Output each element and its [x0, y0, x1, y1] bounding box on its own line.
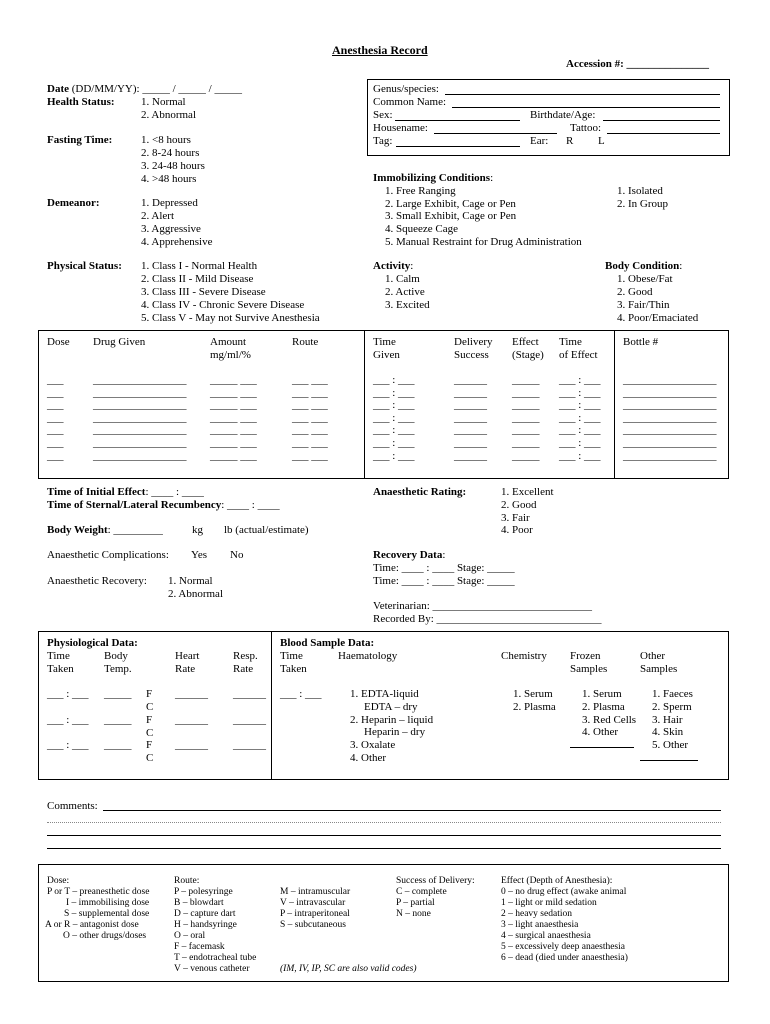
birthdate-input[interactable]	[603, 120, 720, 121]
physio-temp-header: Body	[104, 650, 128, 662]
row-route[interactable]: ___ ___	[292, 411, 328, 424]
date-format: (DD/MM/YY): _____ / _____ / _____	[69, 83, 242, 95]
physio-resp-input[interactable]: ______	[233, 714, 266, 726]
physio-label: Physiological Data:	[47, 637, 138, 649]
sex-label: Sex:	[373, 109, 393, 121]
physical-status-option[interactable]: 3. Class III - Severe Disease	[141, 286, 266, 298]
comments-label: Comments:	[47, 800, 98, 812]
body-weight-blank: : _________	[107, 524, 163, 536]
legend-route-item: V – venous catheter	[174, 964, 250, 974]
physio-time-header: Time	[47, 650, 70, 662]
legend-effect-item: 2 – heavy sedation	[501, 909, 572, 919]
recorded-by-field[interactable]: Recorded By: ______________________________	[373, 613, 602, 625]
other-option[interactable]: 1. Faeces	[652, 688, 693, 700]
row-bottle[interactable]: _________________	[623, 386, 717, 399]
tag-input[interactable]	[396, 146, 520, 147]
tattoo-label: Tattoo:	[570, 122, 602, 134]
comments-line[interactable]	[47, 822, 721, 823]
row-effect[interactable]: _____	[512, 411, 540, 424]
frozen-other-input[interactable]	[570, 747, 634, 748]
genus-input[interactable]	[445, 94, 720, 95]
physio-heart-input[interactable]: ______	[175, 714, 208, 726]
row-delivery[interactable]: ______	[454, 424, 487, 437]
legend-route-item: P – intraperitoneal	[280, 909, 350, 919]
blood-time-input[interactable]: ___ : ___	[280, 688, 322, 700]
legend-route-item: D – capture dart	[174, 909, 236, 919]
physio-resp-header-2: Rate	[233, 663, 254, 675]
date-label: Date	[47, 83, 69, 95]
row-time-given[interactable]: ___ : ___	[373, 386, 415, 399]
legend-success-item: P – partial	[396, 898, 435, 908]
row-dose[interactable]: ___	[47, 449, 64, 462]
legend-dose-item: I – immobilising dose	[66, 898, 150, 908]
fasting-option[interactable]: 1. <8 hours	[141, 134, 191, 146]
accession-field[interactable]: Accession #: _______________	[566, 58, 709, 70]
row-route[interactable]: ___ ___	[292, 437, 328, 449]
col-amount-header: Amount	[210, 336, 247, 348]
rating-option[interactable]: 1. Excellent	[501, 486, 554, 498]
immobilizing-colon: :	[490, 172, 494, 184]
ear-left-option[interactable]: L	[598, 135, 605, 147]
frozen-option[interactable]: 4. Other	[582, 726, 619, 738]
recovery-option[interactable]: 2. Abnormal	[168, 588, 223, 600]
legend-route-item: V – intravascular	[280, 898, 346, 908]
row-route[interactable]: ___ ___	[292, 386, 328, 399]
row-effect[interactable]: _____	[512, 449, 540, 462]
row-amount[interactable]: _____ ___	[210, 449, 257, 462]
physio-time-header-2: Taken	[47, 663, 74, 675]
row-drug[interactable]: _________________	[93, 424, 187, 437]
row-time-given[interactable]: ___ : ___	[373, 449, 415, 462]
row-drug[interactable]: _________________	[93, 386, 187, 399]
physio-resp-header: Resp.	[233, 650, 258, 662]
row-dose[interactable]: ___	[47, 374, 64, 386]
legend-effect-title: Effect (Depth of Anesthesia):	[501, 876, 613, 886]
col-dose-header: Dose	[47, 336, 70, 348]
col-time-header-2: Given	[373, 349, 400, 361]
legend-success-title: Success of Delivery:	[396, 876, 475, 886]
complications-label: Anaesthetic Complications:	[47, 549, 169, 561]
sternal-label: Time of Sternal/Lateral Recumbency	[47, 499, 222, 511]
recovery-option[interactable]: 1. Normal	[168, 575, 213, 587]
other-option[interactable]: 3. Hair	[652, 714, 683, 726]
body-condition-heading	[605, 260, 682, 273]
physio-heart-header: Heart	[175, 650, 200, 662]
col-delivery-header: Delivery	[454, 336, 493, 348]
col-time-effect-header: Time	[559, 336, 582, 348]
row-bottle[interactable]: _________________	[623, 411, 717, 424]
col-time-effect-header-2: of Effect	[559, 349, 598, 361]
physio-temp-header-2: Temp.	[104, 663, 132, 675]
col-amount-unit: mg/ml/%	[210, 349, 251, 361]
body-weight-label: Body Weight	[47, 524, 108, 536]
physio-resp-input[interactable]: ______	[233, 688, 266, 700]
activity-colon: :	[410, 260, 414, 272]
body-condition-option[interactable]: 2. Good	[617, 286, 653, 298]
comments-line[interactable]	[47, 848, 721, 849]
row-dose[interactable]: ___	[47, 399, 64, 412]
physio-temp-input[interactable]: _____	[104, 739, 132, 751]
legend-success-item: N – none	[396, 909, 431, 919]
haem-option[interactable]: 4. Other	[350, 752, 387, 764]
legend-route-item: B – blowdart	[174, 898, 224, 908]
legend-dose-item: P or T – preanesthetic dose	[47, 887, 150, 897]
recovery-time-stage[interactable]: Time: ____ : ____ Stage: _____	[373, 562, 515, 574]
demeanor-option[interactable]: 3. Aggressive	[141, 223, 201, 235]
row-time-effect[interactable]: ___ : ___	[559, 386, 601, 399]
immobilizing-option[interactable]: 3. Small Exhibit, Cage or Pen	[385, 210, 517, 222]
row-amount[interactable]: _____ ___	[210, 374, 257, 386]
recovery-time-stage[interactable]: Time: ____ : ____ Stage: _____	[373, 575, 515, 587]
health-status-label: Health Status:	[47, 96, 115, 108]
col-delivery-header-2: Success	[454, 349, 489, 361]
group-option[interactable]: 1. Isolated	[617, 185, 663, 197]
activity-option[interactable]: 3. Excited	[385, 299, 430, 311]
body-condition-option[interactable]: 4. Poor/Emaciated	[617, 312, 699, 324]
legend-route-item: S – subcutaneous	[280, 920, 346, 930]
immobilizing-option[interactable]: 1. Free Ranging	[385, 185, 456, 197]
haem-option[interactable]: 3. Oxalate	[350, 739, 396, 751]
immobilizing-option[interactable]: 4. Squeeze Cage	[385, 223, 458, 235]
chem-option[interactable]: 1. Serum	[513, 688, 553, 700]
row-time-effect[interactable]: ___ : ___	[559, 411, 601, 424]
physio-temp-input[interactable]: _____	[104, 714, 132, 726]
row-time-given[interactable]: ___ : ___	[373, 374, 415, 386]
physio-heart-header-2: Rate	[175, 663, 196, 675]
recovery-data-heading	[373, 549, 445, 562]
physical-status-option[interactable]: 1. Class I - Normal Health	[141, 260, 258, 272]
housename-label: Housename:	[373, 122, 428, 134]
drug-table-divider	[614, 330, 615, 478]
row-route[interactable]: ___ ___	[292, 399, 328, 412]
demeanor-option[interactable]: 2. Alert	[141, 210, 174, 222]
legend-route-item: F – facemask	[174, 942, 225, 952]
immobilizing-option[interactable]: 5. Manual Restraint for Drug Administration	[385, 236, 582, 248]
ear-label: Ear:	[530, 135, 549, 147]
row-time-effect[interactable]: ___ : ___	[559, 437, 601, 449]
blood-frozen-header-2: Samples	[570, 663, 608, 675]
drug-table-divider	[364, 330, 365, 478]
demeanor-option[interactable]: 1. Depressed	[141, 197, 198, 209]
row-time-effect[interactable]: ___ : ___	[559, 449, 601, 462]
group-option[interactable]: 2. In Group	[617, 198, 669, 210]
physio-unit-f[interactable]: F	[146, 739, 153, 751]
row-amount[interactable]: _____ ___	[210, 411, 257, 424]
body-weight-field[interactable]	[47, 524, 163, 537]
legend-route-item: P – polesyringe	[174, 887, 233, 897]
physio-unit-f[interactable]: F	[146, 714, 153, 726]
rating-option[interactable]: 4. Poor	[501, 524, 533, 536]
physio-time-input[interactable]: ___ : ___	[47, 739, 89, 751]
activity-heading	[373, 260, 413, 273]
rating-label: Anaesthetic Rating:	[373, 486, 467, 498]
frozen-option[interactable]: 2. Plasma	[582, 701, 625, 713]
col-time-header: Time	[373, 336, 396, 348]
veterinarian-field[interactable]: Veterinarian: _____________________________	[373, 600, 593, 612]
row-time-given[interactable]: ___ : ___	[373, 424, 415, 437]
frozen-option[interactable]: 1. Serum	[582, 688, 622, 700]
physical-status-label: Physical Status:	[47, 260, 122, 272]
legend-effect-item: 0 – no drug effect (awake animal	[501, 887, 627, 897]
common-name-label: Common Name:	[373, 96, 447, 108]
rating-option[interactable]: 2. Good	[501, 499, 537, 511]
row-time-given[interactable]: ___ : ___	[373, 411, 415, 424]
immobilizing-option[interactable]: 2. Large Exhibit, Cage or Pen	[385, 198, 516, 210]
row-bottle[interactable]: _________________	[623, 449, 717, 462]
row-delivery[interactable]: ______	[454, 449, 487, 462]
legend-dose-title: Dose:	[47, 876, 70, 886]
body-condition-option[interactable]: 3. Fair/Thin	[617, 299, 670, 311]
common-name-input[interactable]	[452, 107, 720, 108]
row-delivery[interactable]: ______	[454, 386, 487, 399]
body-condition-option[interactable]: 1. Obese/Fat	[617, 273, 673, 285]
blood-other-header: Other	[640, 650, 666, 662]
legend-effect-item: 4 – surgical anaesthesia	[501, 931, 591, 941]
initial-effect-field[interactable]	[47, 486, 204, 499]
physio-time-input[interactable]: ___ : ___	[47, 714, 89, 726]
row-time-effect[interactable]: ___ : ___	[559, 399, 601, 412]
physical-status-option[interactable]: 5. Class V - May not Survive Anesthesia	[141, 312, 320, 324]
page-title: Anesthesia Record	[332, 43, 428, 57]
complications-no[interactable]: No	[230, 549, 244, 561]
physio-time-input[interactable]: ___ : ___	[47, 688, 89, 700]
fasting-option[interactable]: 3. 24-48 hours	[141, 160, 205, 172]
initial-effect-blank: : ____ : ____	[145, 486, 204, 498]
legend-route-item: T – endotracheal tube	[174, 953, 257, 963]
immobilizing-label: Immobilizing Conditions	[373, 172, 491, 184]
col-drug-header: Drug Given	[93, 336, 146, 348]
tag-label: Tag:	[373, 135, 393, 147]
other-option[interactable]: 2. Sperm	[652, 701, 692, 713]
col-effect-header: Effect	[512, 336, 539, 348]
tattoo-input[interactable]	[607, 133, 720, 134]
col-effect-header-2: (Stage)	[512, 349, 544, 361]
row-time-effect[interactable]: ___ : ___	[559, 374, 601, 386]
other-option[interactable]: 4. Skin	[652, 726, 684, 738]
row-drug[interactable]: _________________	[93, 399, 187, 412]
row-route[interactable]: ___ ___	[292, 374, 328, 386]
row-time-given[interactable]: ___ : ___	[373, 399, 415, 412]
recovery-data-label: Recovery Data	[373, 549, 443, 561]
row-drug[interactable]: _________________	[93, 449, 187, 462]
row-effect[interactable]: _____	[512, 424, 540, 437]
row-dose[interactable]: ___	[47, 437, 64, 449]
physical-status-option[interactable]: 4. Class IV - Chronic Severe Disease	[141, 299, 305, 311]
health-status-option[interactable]: 1. Normal	[141, 96, 186, 108]
row-delivery[interactable]: ______	[454, 437, 487, 449]
blood-label: Blood Sample Data:	[280, 637, 375, 649]
row-time-effect[interactable]: ___ : ___	[559, 424, 601, 437]
haem-option[interactable]: 2. Heparin – liquid	[350, 714, 434, 726]
frozen-option[interactable]: 3. Red Cells	[582, 714, 637, 726]
birthdate-label: Birthdate/Age:	[530, 109, 596, 121]
legend-effect-item: 3 – light anaesthesia	[501, 920, 579, 930]
row-delivery[interactable]: ______	[454, 411, 487, 424]
row-route[interactable]: ___ ___	[292, 424, 328, 437]
legend-dose-item: S – supplemental dose	[64, 909, 150, 919]
health-status-option[interactable]: 2. Abnormal	[141, 109, 196, 121]
row-dose[interactable]: ___	[47, 411, 64, 424]
haem-option[interactable]: Heparin – dry	[364, 726, 426, 738]
row-bottle[interactable]: _________________	[623, 437, 717, 449]
chem-option[interactable]: 2. Plasma	[513, 701, 556, 713]
row-bottle[interactable]: _________________	[623, 424, 717, 437]
row-drug[interactable]: _________________	[93, 411, 187, 424]
legend-codes-note: (IM, IV, IP, SC are also valid codes)	[280, 964, 417, 974]
haem-option[interactable]: 1. EDTA-liquid	[350, 688, 419, 700]
row-delivery[interactable]: ______	[454, 374, 487, 386]
row-effect[interactable]: _____	[512, 437, 540, 449]
physio-unit-c[interactable]: C	[146, 727, 154, 739]
row-bottle[interactable]: _________________	[623, 374, 717, 386]
legend-effect-item: 6 – dead (died under anaesthesia)	[501, 953, 628, 963]
demeanor-option[interactable]: 4. Apprehensive	[141, 236, 213, 248]
ear-right-option[interactable]: R	[566, 135, 574, 147]
physio-heart-input[interactable]: ______	[175, 739, 208, 751]
body-condition-colon: :	[679, 260, 683, 272]
legend-route-title: Route:	[174, 876, 200, 886]
row-drug[interactable]: _________________	[93, 374, 187, 386]
physio-unit-c[interactable]: C	[146, 752, 154, 764]
recovery-data-colon: :	[442, 549, 446, 561]
comments-input[interactable]	[103, 810, 721, 811]
physio-unit-c[interactable]: C	[146, 701, 154, 713]
row-amount[interactable]: _____ ___	[210, 399, 257, 412]
row-time-given[interactable]: ___ : ___	[373, 437, 415, 449]
row-dose[interactable]: ___	[47, 424, 64, 437]
blood-time-header: Time	[280, 650, 303, 662]
physical-status-option[interactable]: 2. Class II - Mild Disease	[141, 273, 254, 285]
row-effect[interactable]: _____	[512, 399, 540, 412]
sex-input[interactable]	[395, 120, 520, 121]
genus-label: Genus/species:	[373, 83, 439, 95]
row-drug[interactable]: _________________	[93, 437, 187, 449]
col-route-header: Route	[292, 336, 319, 348]
row-effect[interactable]: _____	[512, 374, 540, 386]
blood-chem-header: Chemistry	[501, 650, 547, 662]
row-bottle[interactable]: _________________	[623, 399, 717, 412]
row-delivery[interactable]: ______	[454, 399, 487, 412]
physio-heart-input[interactable]: ______	[175, 688, 208, 700]
haem-option[interactable]: EDTA – dry	[364, 701, 418, 713]
physio-temp-input[interactable]: _____	[104, 688, 132, 700]
row-amount[interactable]: _____ ___	[210, 424, 257, 437]
legend-route-item: O – oral	[174, 931, 206, 941]
recovery-label: Anaesthetic Recovery:	[47, 575, 147, 587]
date-field[interactable]	[47, 83, 242, 96]
unit-kg[interactable]: kg	[192, 524, 203, 536]
blood-time-header-2: Taken	[280, 663, 307, 675]
physio-unit-f[interactable]: F	[146, 688, 153, 700]
row-effect[interactable]: _____	[512, 386, 540, 399]
other-option[interactable]: 5. Other	[652, 739, 689, 751]
activity-label: Activity	[373, 260, 411, 272]
sternal-field[interactable]	[47, 499, 280, 512]
row-dose[interactable]: ___	[47, 386, 64, 399]
sternal-blank: : ____ : ____	[221, 499, 280, 511]
col-bottle-header: Bottle #	[623, 336, 659, 348]
legend-effect-item: 5 – excessively deep anaesthesia	[501, 942, 625, 952]
activity-option[interactable]: 2. Active	[385, 286, 425, 298]
blood-haem-header: Haematology	[338, 650, 398, 662]
fasting-option[interactable]: 4. >48 hours	[141, 173, 197, 185]
legend-dose-item: O – other drugs/doses	[63, 931, 147, 941]
legend-effect-item: 1 – light or mild sedation	[501, 898, 597, 908]
immobilizing-heading	[373, 172, 493, 185]
legend-success-item: C – complete	[396, 887, 447, 897]
legend-route-item: H – handsyringe	[174, 920, 237, 930]
samples-divider	[271, 631, 272, 779]
demeanor-label: Demeanor:	[47, 197, 100, 209]
other-other-input[interactable]	[640, 760, 698, 761]
comments-line[interactable]	[47, 835, 721, 836]
body-condition-label: Body Condition	[605, 260, 680, 272]
row-amount[interactable]: _____ ___	[210, 386, 257, 399]
blood-frozen-header: Frozen	[570, 650, 601, 662]
legend-dose-item: A or R – antagonist dose	[45, 920, 139, 930]
row-route[interactable]: ___ ___	[292, 449, 328, 462]
fasting-time-label: Fasting Time:	[47, 134, 113, 146]
blood-other-header-2: Samples	[640, 663, 678, 675]
activity-option[interactable]: 1. Calm	[385, 273, 420, 285]
unit-lb[interactable]: lb (actual/estimate)	[224, 524, 309, 536]
rating-option[interactable]: 3. Fair	[501, 512, 530, 524]
legend-route-item: M – intramuscular	[280, 887, 351, 897]
complications-yes[interactable]: Yes	[191, 549, 208, 561]
row-amount[interactable]: _____ ___	[210, 437, 257, 449]
initial-effect-label: Time of Initial Effect	[47, 486, 146, 498]
housename-input[interactable]	[434, 133, 557, 134]
physio-resp-input[interactable]: ______	[233, 739, 266, 751]
fasting-option[interactable]: 2. 8-24 hours	[141, 147, 200, 159]
